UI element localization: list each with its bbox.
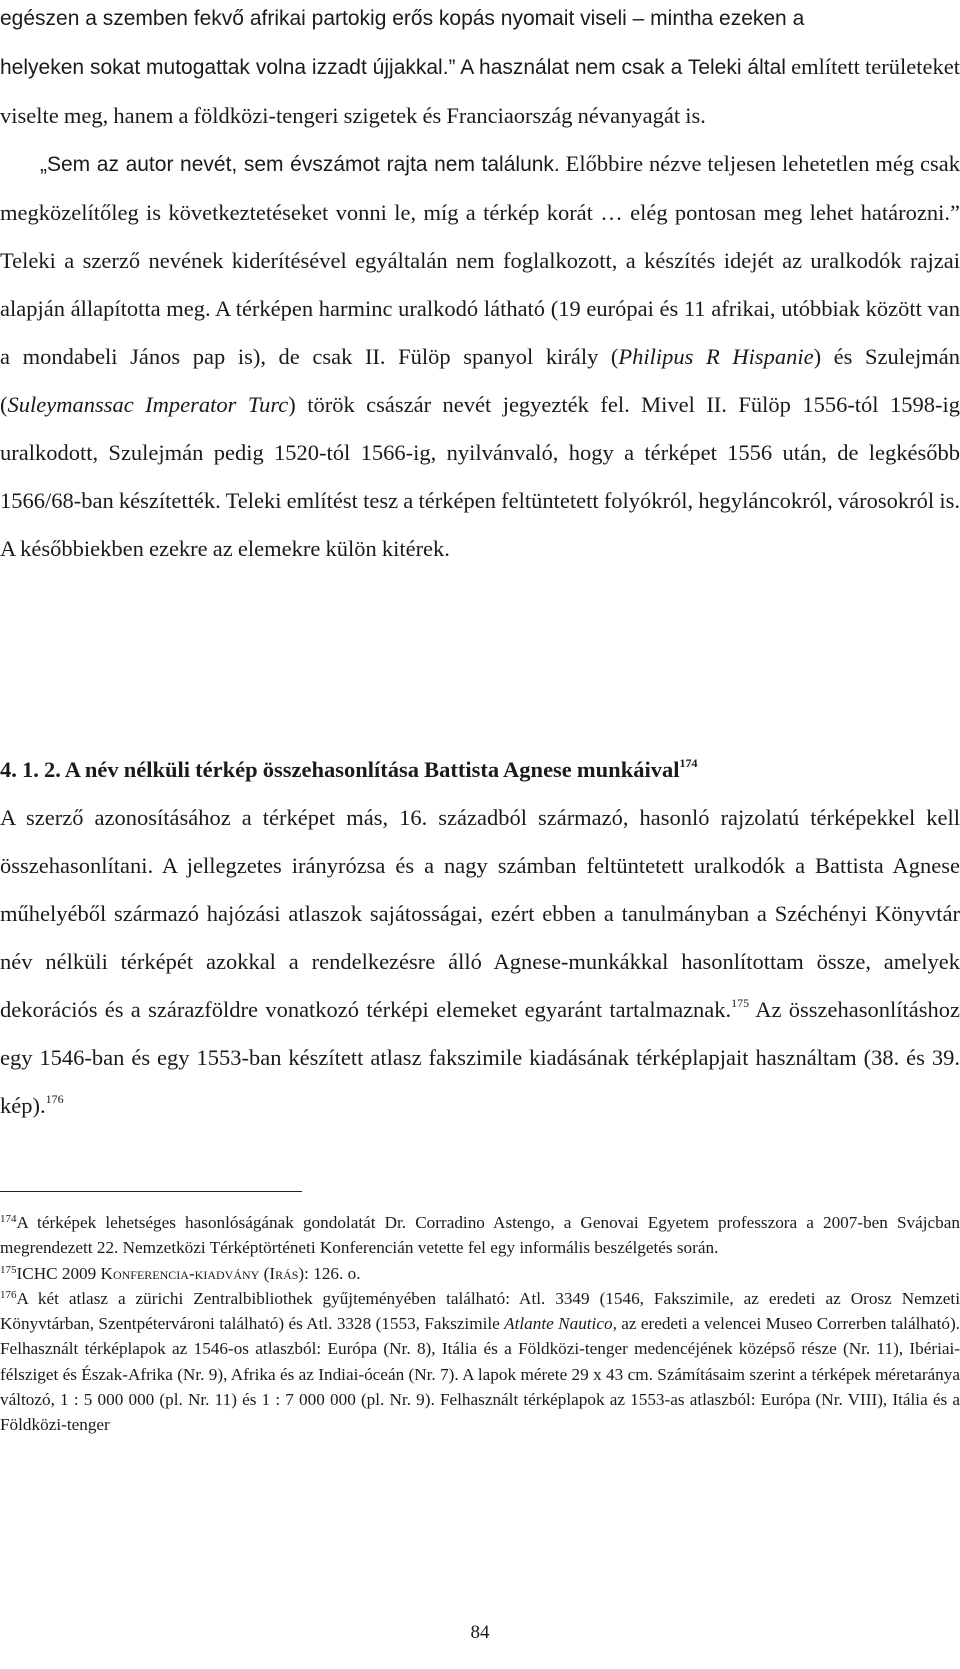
footnote-mark-175: 175 [0,1263,17,1276]
paragraph-2-text-d: ) török császár nevét jegyezték fel. Mivel II. Fülöp 1556-tól 1598-ig uralkodott, Szulejmán pedig 1520-tól 1566-ig, nyilvánvaló, hogy a térképet 1556 után, de legkésőbb 1566/68-ban készítették. Teleki említést tesz a térképen feltüntetett folyókról, hegyláncokról, városokról is. A későbbiekben ezekre az elemekre külön kitérek. [0,392,960,561]
footnote-176-italic: Atlante Nautico [504,1314,613,1334]
section-heading [0,746,960,794]
page-number: 84 [470,1622,490,1643]
footnote-ref-174[interactable]: 174 [679,756,698,770]
paragraph-2-text-b: ” Teleki a szerző nevének kiderítésével egyáltalán nem foglalkozott, a készítés idejét az uralkodók rajzai alapján állapította meg. A térképen harminc uralkodó látható (19 európai és 11 afrikai, utóbbiak között van a mondabeli János pap is), de csak II. Fülöp spanyol király ( [0,200,960,369]
footnote-175-text-b: : 126. o. [304,1263,361,1283]
suleymanssac-italic: Suleymanssac Imperator Turc [7,392,289,417]
paragraph-2-quote: „Sem az autor nevét, sem évszámot rajta nem találunk. [40,153,560,176]
footnote-175-text-a: ICHC 2009 [16,1263,101,1283]
paragraph-2 [0,140,960,573]
paragraph-1-line-1: egészen a szemben fekvő afrikai partokig erős kopás nyomait viseli – mintha ezeken a [0,7,805,30]
footnote-176 [0,1286,960,1438]
philipus-italic: Philipus R Hispanie [618,344,814,369]
section-paragraph [0,794,960,1130]
footnote-176-text-b: , az eredeti a velencei Museo Correrben található). Felhasznált térképlapok az 1546-os atlaszból: Európa (Nr. 8), Itália és a Földközi-tenger medencéjének középső része (Nr. 11), Ibériai-félsziget és Észak-Afrika (Nr. 9), Afrika és az Indiai-óceán (Nr. 7). A lapok mérete 29 x 43 cm. Számításaim szerint a térképek méretaránya változó, 1 : 5 000 000 (pl. Nr. 11) és 1 : 7 000 000 (pl. Nr. 9). Felhasznált térképlapok az 1553-as atlaszból: Európa (Nr. VIII), Itália és a Földközi-tenger [0,1314,960,1435]
footnote-mark-174: 174 [0,1213,17,1225]
section-text-a: A szerző azonosításához a térképet más, 16. századból származó, hasonló rajzolatú térképekkel kell összehasonlítani. A jellegzetes irányrózsa és a nagy számban feltüntetett uralkodók a Battista Agnese műhelyéből származó hajózási atlaszok sajátosságai, ezért ebben a tanulmányban a Széchényi Könyvtár név nélküli térképét azokkal a rendelkezésre álló Agnese-munkákkal hasonlítottam össze, amelyek dekorációs és a szárazföldre vonatkozó térképi elemeket egyaránt tartalmaznak. [0,805,960,1022]
section-number: 4. 1. 2. [0,757,61,782]
section-4-1-2 [0,746,960,1130]
footnote-175 [0,1261,960,1286]
paragraph-1 [0,0,960,140]
footnote-176-text-a: A két atlasz a zürichi Zentralbibliothek gyűjteményében található: Atl. 3349 (1546, Fakszimile, az eredeti az Orosz Nemzeti Könyvtárban, Szentpétervároni található) és Atl. 3328 (1553, Fakszimile [0,1288,960,1334]
paragraph-2-text-c: ) és Szulejmán ( [0,344,960,417]
paragraph-2-text-a: Előbbire nézve teljesen lehetetlen még csak megközelítőleg is következtetéseket vonni le, míg a térkép korát … elég pontosan meg lehet határozni. [0,151,960,225]
footnote-174 [0,1210,960,1261]
footnote-separator [0,1191,302,1192]
footnote-174-text: A térképek lehetséges hasonlóságának gondolatát Dr. Corradino Astengo, a Genovai Egyetem professzora a 2007-ben Svájcban megrendezett 22. Nemzetközi Térképtörténeti Konferencián vetette fel egy informális beszélgetés során. [0,1213,960,1258]
footnote-ref-176[interactable]: 176 [45,1092,64,1106]
footnote-mark-176: 176 [0,1288,17,1301]
paragraph-1-rest: említett területeket viselte meg, hanem a földközi-tengeri szigetek és Franciaország névanyagát is. [0,54,960,128]
footnote-175-smallcaps: Konferencia-kiadvány (Irás) [100,1263,305,1283]
footnotes [0,1210,960,1438]
section-text-b: Az összehasonlításhoz egy 1546-ban és egy 1553-ban készített atlasz fakszimile kiadásának térképlapjait használtam (38. és 39. kép). [0,997,960,1118]
body-text [0,0,960,573]
paragraph-1-line-2: helyeken sokat mutogattak volna izzadt újjakkal.” A használat nem csak a Teleki által [0,56,786,79]
footnote-ref-175[interactable]: 175 [731,996,750,1010]
section-title: A név nélküli térkép összehasonlítása Battista Agnese munkáival [64,757,680,782]
